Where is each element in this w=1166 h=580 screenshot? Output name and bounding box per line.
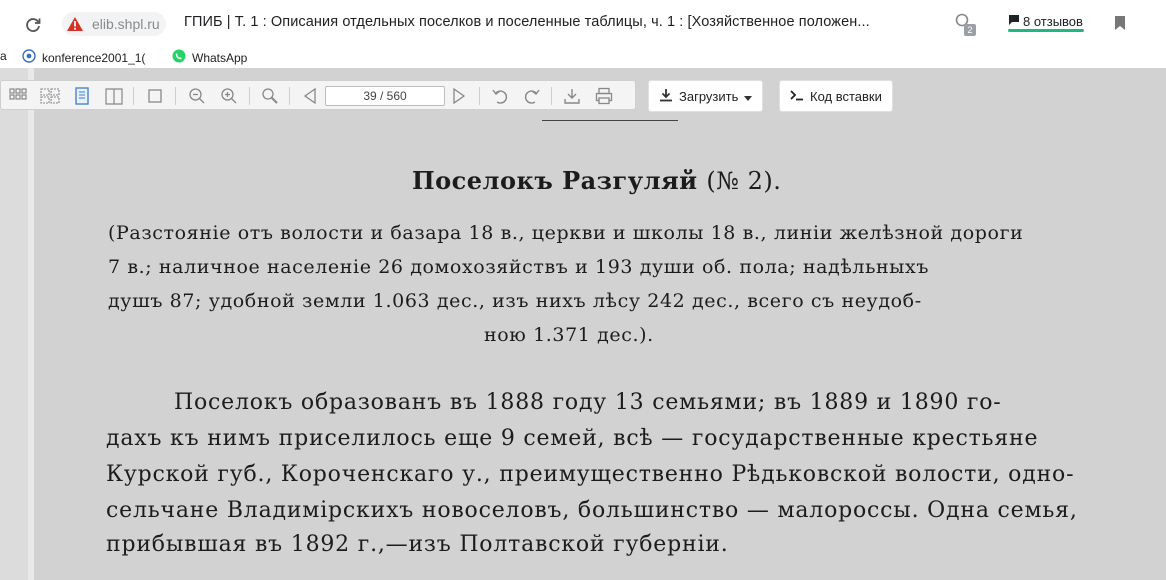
body-line: сельчане Владимірскихъ новоселовъ, большинство — малороссы. Одна семья,	[106, 498, 1078, 523]
zoom-out-icon[interactable]	[186, 85, 208, 107]
document-viewer[interactable]	[0, 68, 1166, 580]
embed-code-label: Код вставки	[810, 88, 882, 104]
bookmark-partial-label: а	[0, 49, 7, 63]
bookmark-icon[interactable]	[1114, 16, 1126, 30]
tab-search-icon[interactable]	[954, 12, 978, 36]
embed-code-button[interactable]	[779, 80, 893, 112]
toolbar-separator	[479, 87, 480, 105]
download-label: Загрузить	[679, 88, 739, 104]
rotate-right-icon[interactable]	[521, 85, 543, 107]
body-line: прибывшая въ 1892 г.,—изъ Полтавской губерніи.	[106, 532, 729, 557]
address-bar	[0, 0, 1166, 46]
bookmarks-bar	[0, 46, 1166, 68]
info-line: ною 1.371 дес.).	[484, 324, 654, 346]
toolbar-separator	[551, 87, 552, 105]
single-page-icon[interactable]	[71, 85, 93, 107]
separator-line	[542, 120, 678, 121]
info-line: душъ 87; удобной земли 1.063 дес., изъ нихъ лѣсу 242 дес., всего съ неудоб-	[108, 290, 922, 312]
toolbar-separator	[249, 87, 250, 105]
terminal-icon	[790, 89, 804, 104]
reload-icon[interactable]	[20, 12, 46, 38]
next-page-icon[interactable]	[448, 85, 470, 107]
url-domain[interactable]: elib.shpl.ru	[88, 12, 166, 36]
scanned-page	[28, 68, 1166, 580]
page-number-input[interactable]: 39 / 560	[325, 86, 445, 106]
body-line: Поселокъ образованъ въ 1888 году 13 семьями; въ 1889 и 1890 го-	[174, 390, 1002, 415]
zoom-in-icon[interactable]	[218, 85, 240, 107]
whatsapp-icon	[172, 49, 186, 66]
reviews-label: 8 отзывов	[1023, 14, 1083, 29]
comment-icon	[1008, 14, 1020, 30]
reviews-underline	[1008, 29, 1084, 32]
fullscreen-icon[interactable]	[144, 85, 166, 107]
print-icon[interactable]	[593, 85, 615, 107]
grid-view-icon[interactable]	[7, 85, 29, 107]
tab-count-badge: 2	[964, 24, 976, 36]
body-line: дахъ къ нимъ приселилось еще 9 семей, всѣ — государственные крестьяне	[106, 426, 1039, 451]
info-line: 7 в.; наличное населеніе 26 домохозяйствъ и 193 души об. пола; надѣльныхъ	[108, 256, 930, 278]
two-page-icon[interactable]	[103, 85, 125, 107]
bookmark-label: konference2001_1(	[42, 50, 146, 65]
bookmark-label: WhatsApp	[192, 50, 248, 65]
toolbar-separator	[175, 87, 176, 105]
thumbnails-icon[interactable]	[39, 85, 61, 107]
bookmark-item-konference[interactable]	[22, 49, 145, 66]
toolbar-separator	[133, 87, 134, 105]
viewer-toolbar	[0, 80, 636, 110]
bookmark-partial[interactable]	[0, 49, 7, 63]
body-line: Курской губ., Короченскаго у., преимущественно Рѣдьковской волости, одно-	[106, 462, 1075, 487]
page-title: ГПИБ | Т. 1 : Описания отдельных поселков и поселенные таблицы, ч. 1 : [Хозяйственное положен...	[184, 14, 870, 30]
info-line: (Разстояніе отъ волости и базара 18 в., церкви и школы 18 в., линіи желѣзной дороги	[108, 222, 1024, 244]
search-icon[interactable]	[259, 85, 281, 107]
previous-page-icon[interactable]	[299, 85, 321, 107]
bookmark-item-whatsapp[interactable]	[172, 49, 247, 66]
download-icon	[659, 88, 673, 105]
download-button[interactable]	[648, 80, 763, 112]
rotate-left-icon[interactable]	[489, 85, 511, 107]
conference-site-icon	[22, 49, 36, 66]
toolbar-separator	[289, 87, 290, 105]
download-page-icon[interactable]	[561, 85, 583, 107]
not-secure-warning-icon[interactable]	[62, 12, 88, 36]
section-heading: Поселокъ Разгуляй (№ 2).	[412, 166, 782, 195]
caret-down-icon	[744, 89, 752, 104]
